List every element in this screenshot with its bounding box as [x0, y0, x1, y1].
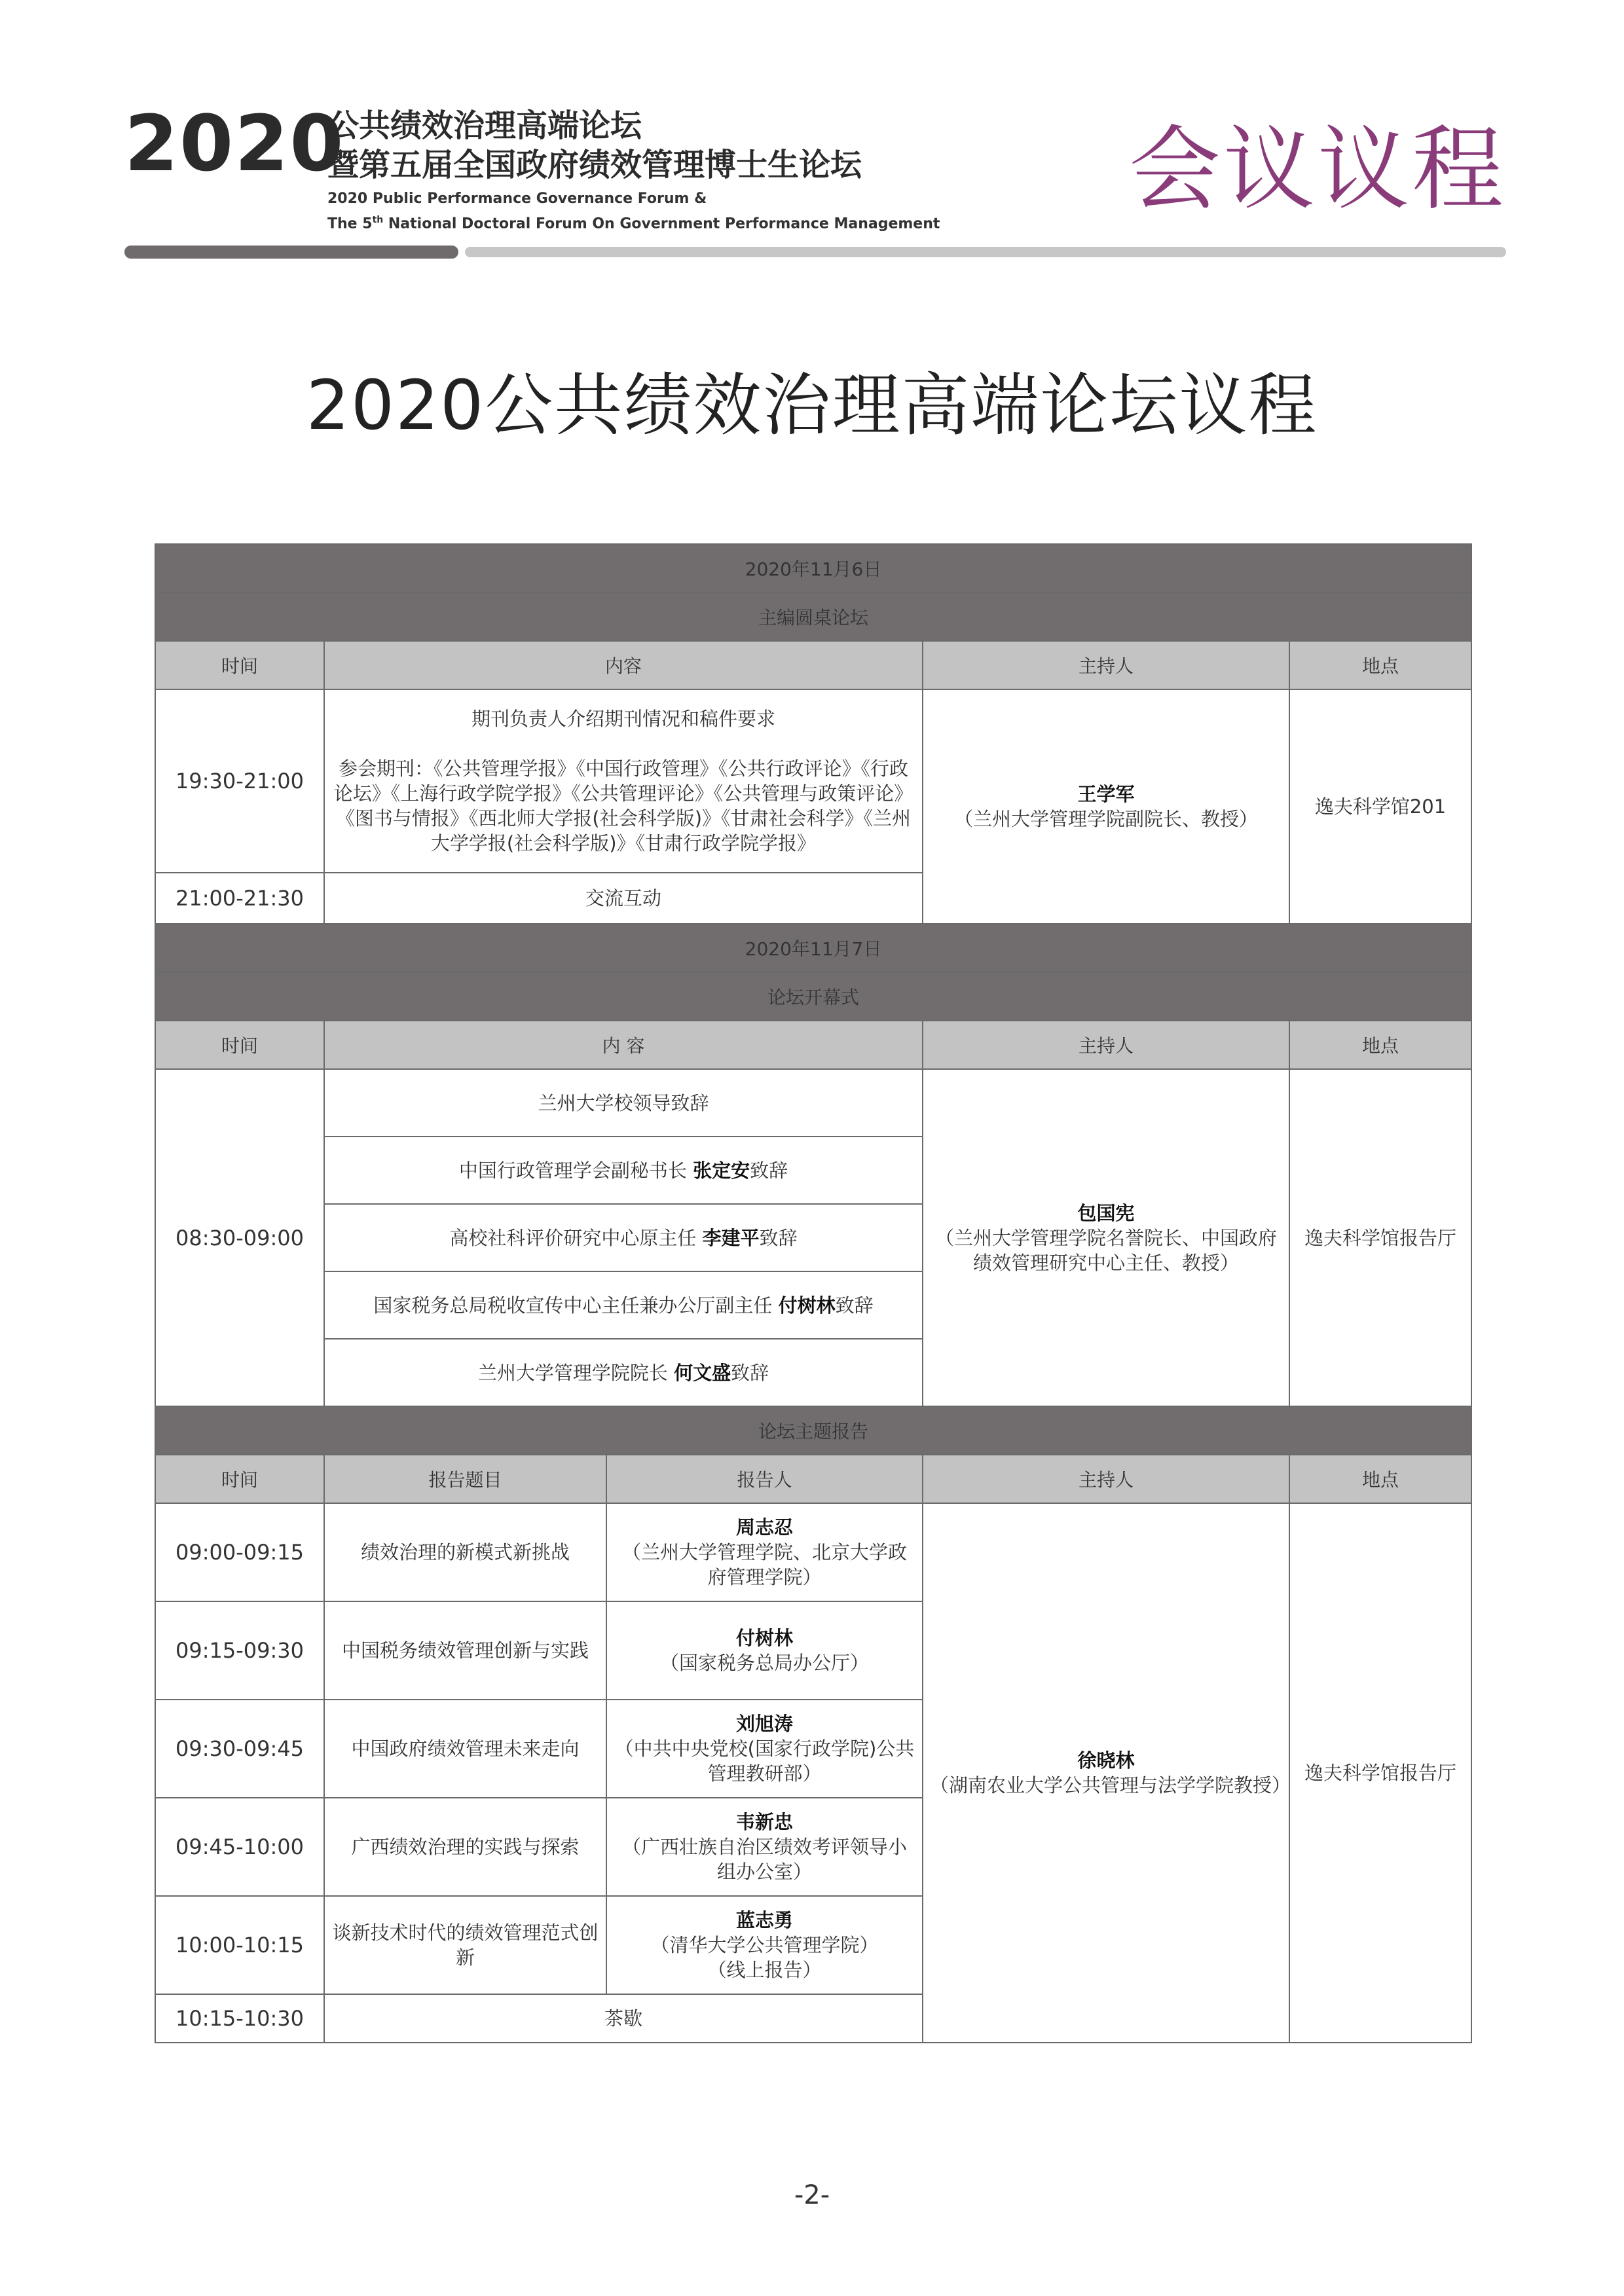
speaker-note: （线上报告）: [707, 1959, 822, 1981]
host-cell: [923, 689, 1289, 924]
col-header-venue: 地点: [1289, 1455, 1471, 1503]
time-cell: 08:30-09:00: [155, 1069, 324, 1406]
speaker-cell: [606, 1601, 923, 1700]
time-cell: 09:30-09:45: [155, 1700, 324, 1798]
header-year: 2020: [124, 98, 345, 189]
session-row-keynote: [155, 1406, 1471, 1455]
session-row-roundtable: [155, 592, 1471, 641]
col-header-time: 时间: [155, 1455, 324, 1503]
host-cell: [923, 1503, 1289, 2043]
time-cell: 10:00-10:15: [155, 1896, 324, 1994]
speaker-cell: [606, 1503, 923, 1601]
table-row: [155, 689, 1471, 873]
time-cell: 21:00-21:30: [155, 873, 324, 924]
col-header-venue: 地点: [1289, 641, 1471, 689]
speaker-name: 刘旭涛: [735, 1713, 793, 1735]
date-row-day1: [155, 544, 1471, 592]
speech-item: 中国行政管理学会副秘书长 张定安致辞: [324, 1137, 923, 1204]
forum-english-line2: The 5th National Doctoral Forum On Government Performance Management: [327, 215, 940, 232]
speech-item: 兰州大学校领导致辞: [324, 1069, 923, 1137]
page-number: -2-: [794, 2180, 830, 2210]
topic-cell: 中国税务绩效管理创新与实践: [324, 1601, 606, 1700]
speech-item: 高校社科评价研究中心原主任 李建平致辞: [324, 1204, 923, 1271]
time-cell: 10:15-10:30: [155, 1994, 324, 2043]
break-cell: 茶歇: [324, 1994, 923, 2043]
col-header-content: 内 容: [324, 1021, 923, 1069]
session-title: 论坛开幕式: [155, 972, 1471, 1021]
col-header-time: 时间: [155, 641, 324, 689]
agenda-label: 会议议程: [1128, 117, 1506, 223]
session-title: 主编圆桌论坛: [155, 592, 1471, 641]
speaker-cell: [606, 1700, 923, 1798]
table-row: [155, 1069, 1471, 1137]
col-header-content: 内容: [324, 641, 923, 689]
speaker-name: 李建平: [702, 1226, 760, 1249]
speaker-name: 张定安: [693, 1159, 750, 1182]
page-header: [124, 98, 1506, 268]
speaker-name: 何文盛: [674, 1361, 731, 1384]
header-divider-dark: [124, 246, 458, 259]
forum-english-title: [327, 189, 940, 234]
forum-title-line1: 公共绩效治理高端论坛: [327, 107, 642, 144]
time-cell: 19:30-21:00: [155, 689, 324, 873]
page-title: 2020公共绩效治理高端论坛议程: [306, 365, 1318, 445]
col-header-time: 时间: [155, 1021, 324, 1069]
forum-title-line2: 暨第五届全国政府绩效管理博士生论坛: [327, 147, 862, 183]
col-header-host: 主持人: [923, 1021, 1289, 1069]
venue-cell: 逸夫科学馆报告厅: [1289, 1503, 1471, 2043]
topic-cell: 绩效治理的新模式新挑战: [324, 1503, 606, 1601]
topic-cell: 中国政府绩效管理未来走向: [324, 1700, 606, 1798]
content-line: 期刊负责人介绍期刊情况和稿件要求: [471, 708, 775, 730]
host-title: （兰州大学管理学院副院长、教授）: [953, 808, 1258, 830]
venue-cell: 逸夫科学馆报告厅: [1289, 1069, 1471, 1406]
agenda-table: [155, 543, 1472, 2043]
col-header-venue: 地点: [1289, 1021, 1471, 1069]
speaker-name: 韦新忠: [735, 1811, 793, 1833]
host-name: 王学军: [1077, 783, 1135, 805]
session-row-opening: [155, 972, 1471, 1021]
host-name: 徐晓林: [1077, 1749, 1135, 1772]
speaker-affiliation: （清华大学公共管理学院）: [650, 1934, 879, 1956]
col-header-topic: 报告题目: [324, 1455, 606, 1503]
forum-title-block: [327, 106, 940, 234]
host-cell: [923, 1069, 1289, 1406]
date-label: 2020年11月7日: [155, 924, 1471, 972]
time-cell: 09:15-09:30: [155, 1601, 324, 1700]
speaker-name: 付树林: [735, 1627, 793, 1649]
speaker-affiliation: （国家税务总局办公厅）: [659, 1652, 869, 1674]
host-title: （兰州大学管理学院名誉院长、中国政府绩效管理研究中心主任、教授）: [934, 1226, 1277, 1274]
speaker-name: 周志忍: [735, 1516, 793, 1539]
content-cell: 交流互动: [324, 873, 923, 924]
column-header-row: [155, 1021, 1471, 1069]
col-header-speaker: 报告人: [606, 1455, 923, 1503]
speech-item: 国家税务总局税收宣传中心主任兼办公厅副主任 付树林致辞: [324, 1271, 923, 1339]
speaker-name: 蓝志勇: [735, 1909, 793, 1931]
speech-item: 兰州大学管理学院院长 何文盛致辞: [324, 1339, 923, 1406]
date-label: 2020年11月6日: [155, 544, 1471, 592]
speaker-affiliation: （广西壮族自治区绩效考评领导小组办公室）: [621, 1836, 907, 1883]
header-divider-light: [465, 247, 1506, 257]
venue-cell: 逸夫科学馆201: [1289, 689, 1471, 924]
speaker-name: 付树林: [778, 1294, 836, 1317]
time-cell: 09:00-09:15: [155, 1503, 324, 1601]
topic-cell: 谈新技术时代的绩效管理范式创新: [324, 1896, 606, 1994]
column-header-row: [155, 641, 1471, 689]
host-name: 包国宪: [1077, 1201, 1135, 1224]
table-row: [155, 1503, 1471, 1601]
topic-cell: 广西绩效治理的实践与探索: [324, 1798, 606, 1896]
date-row-day2: [155, 924, 1471, 972]
col-header-host: 主持人: [923, 1455, 1289, 1503]
session-title: 论坛主题报告: [155, 1406, 1471, 1455]
speaker-affiliation: （中共中央党校(国家行政学院)公共管理教研部）: [614, 1738, 915, 1785]
forum-english-line1: 2020 Public Performance Governance Forum &: [327, 191, 707, 207]
time-cell: 09:45-10:00: [155, 1798, 324, 1896]
col-header-host: 主持人: [923, 641, 1289, 689]
host-title: （湖南农业大学公共管理与法学学院教授）: [930, 1774, 1291, 1796]
speaker-cell: [606, 1896, 923, 1994]
content-cell: [324, 689, 923, 873]
speaker-cell: [606, 1798, 923, 1896]
speaker-affiliation: （兰州大学管理学院、北京大学政府管理学院）: [621, 1541, 907, 1588]
column-header-row: [155, 1455, 1471, 1503]
content-journals: 参会期刊：《公共管理学报》《中国行政管理》《公共行政评论》《行政论坛》《上海行政学院学报》《公共管理评论》《公共管理与政策评论》《图书与情报》《西北师大学报(社会科学版)》《甘肃社会科学》《兰州大学学报(社会科学版)》《甘肃行政学院学报》: [333, 757, 913, 854]
